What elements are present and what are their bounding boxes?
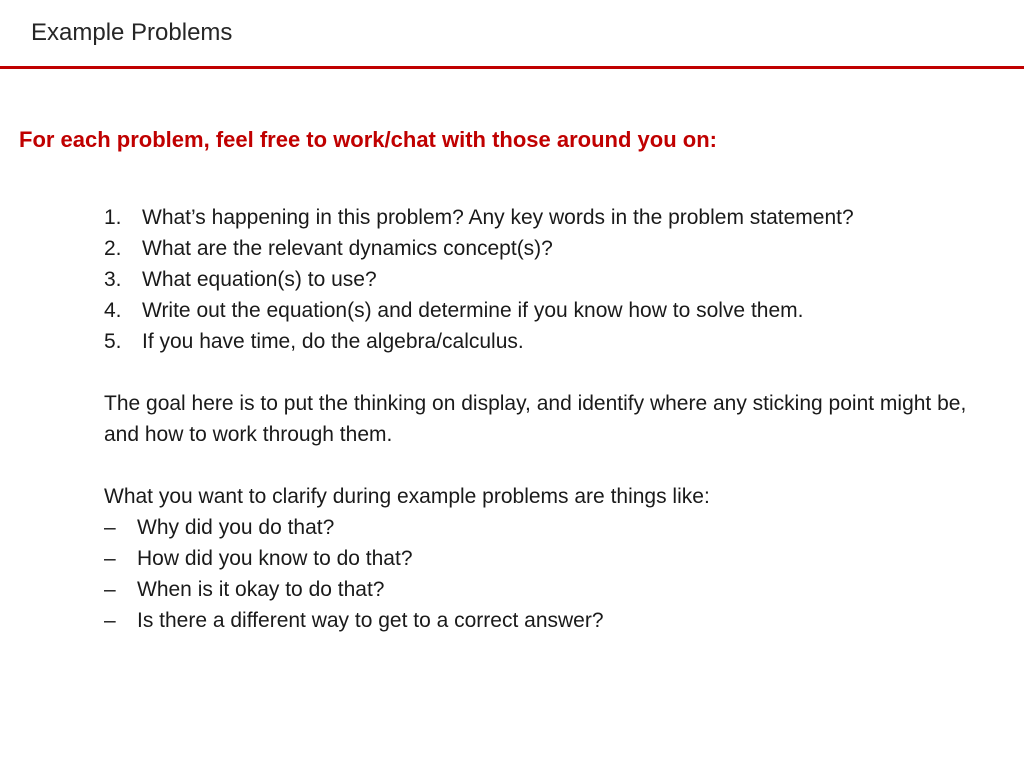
list-item — [104, 295, 994, 326]
goal-paragraph: The goal here is to put the thinking on display, and identify where any sticking point might be, and how to work through them. — [104, 392, 967, 446]
list-item — [104, 574, 994, 605]
steps-list — [104, 202, 994, 357]
list-marker: 4. — [104, 299, 122, 322]
list-item — [104, 264, 994, 295]
list-item — [104, 202, 994, 233]
list-item-text: If you have time, do the algebra/calculus. — [142, 330, 524, 353]
list-item-text: When is it okay to do that? — [137, 578, 385, 601]
list-item — [104, 543, 994, 574]
slide-body — [104, 202, 994, 636]
title-divider — [0, 66, 1024, 69]
dash-marker: – — [104, 578, 116, 601]
list-item — [104, 512, 994, 543]
list-item-text: Why did you do that? — [137, 516, 335, 539]
dash-marker: – — [104, 547, 116, 570]
list-item — [104, 326, 994, 357]
list-item-text: What equation(s) to use? — [142, 268, 377, 291]
list-item-text: What are the relevant dynamics concept(s)? — [142, 237, 553, 260]
dash-marker: – — [104, 609, 116, 632]
section-heading: For each problem, feel free to work/chat with those around you on: — [19, 127, 717, 152]
page-title: Example Problems — [31, 19, 233, 46]
list-item-text: Is there a different way to get to a correct answer? — [137, 609, 604, 632]
list-item-text: What’s happening in this problem? Any key words in the problem statement? — [142, 206, 854, 229]
list-marker: 2. — [104, 237, 122, 260]
list-item-text: How did you know to do that? — [137, 547, 413, 570]
clarify-list — [104, 512, 994, 636]
list-marker: 3. — [104, 268, 122, 291]
list-item — [104, 233, 994, 264]
clarify-intro: What you want to clarify during example problems are things like: — [104, 485, 710, 508]
list-item — [104, 605, 994, 636]
list-item-text: Write out the equation(s) and determine if you know how to solve them. — [142, 299, 804, 322]
list-marker: 5. — [104, 330, 122, 353]
list-marker: 1. — [104, 206, 122, 229]
dash-marker: – — [104, 516, 116, 539]
